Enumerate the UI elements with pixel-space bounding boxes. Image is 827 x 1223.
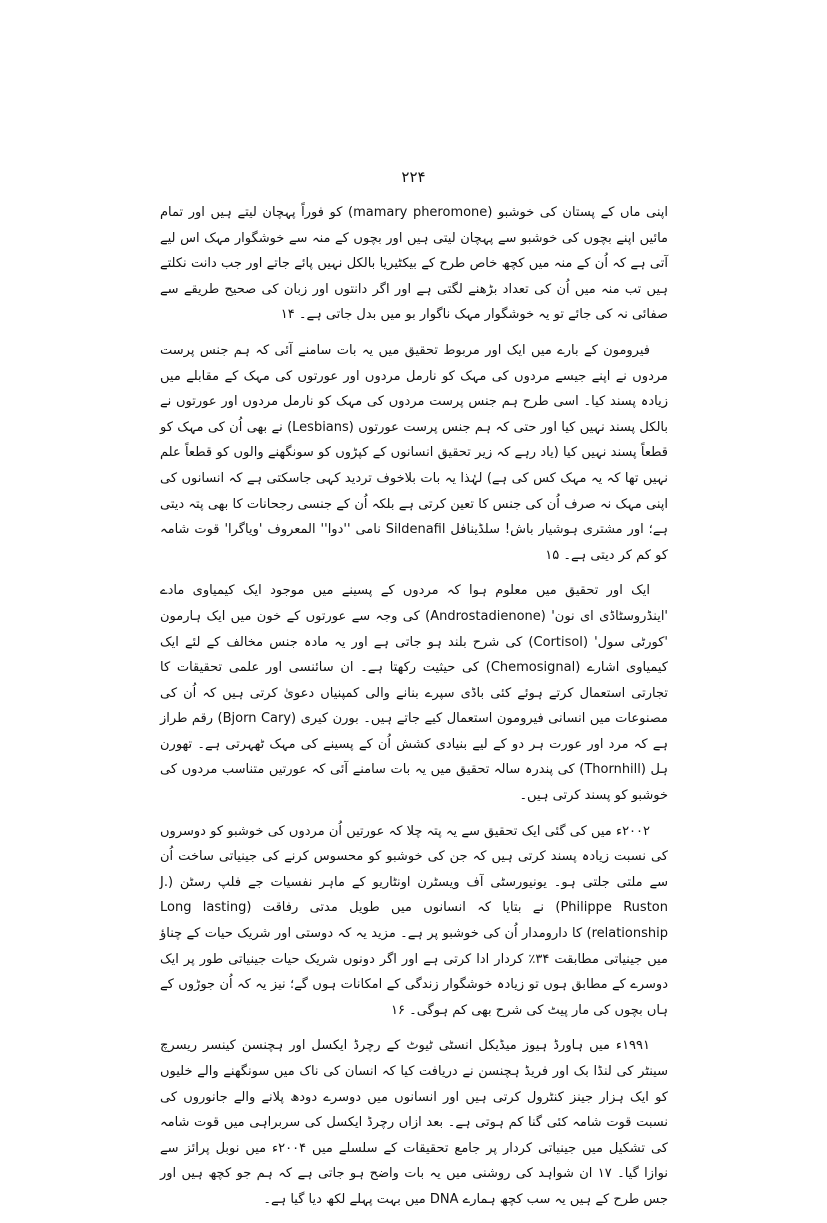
paragraph-1: اپنی ماں کے پستان کی خوشبو (mamary pheromone) کو فوراً پہچان لیتے ہیں اور تمام مائیں اپنے بچوں کی خوشبو سے پہچان لیتی ہیں اور بچوں کے منہ سے خوشگوار مہک اس لیے آتی ہے کہ اُن کے منہ میں کچھ خاص طرح کے بیکٹیریا بالکل نہیں پائے جاتے اور جب دانت نکلتے ہیں تب منہ میں اُن کی تعداد بڑھنے لگتی ہے اور اگر دانتوں اور زبان کی صحیح طریقے سے صفائی نہ کی جائے تو یہ خوشگوار مہک ناگوار بو میں بدل جاتی ہے۔ ۱۴ [160, 205, 669, 323]
paragraph-5: ۱۹۹۱ء میں ہاورڈ ہیوز میڈیکل انسٹی ٹیوٹ کے رچرڈ ایکسل اور ہچنسن کینسر ریسرچ سینٹر کی لنڈا بک اور فریڈ ہچنسن نے دریافت کیا کہ انسان کی ناک میں سونگھنے والے خلیوں کو ایک ہزار جینز کنٹرول کرتی ہیں اور انسانوں میں دوسرے دودھ پلانے والے جانوروں کی نسبت قوت شامہ کئی گنا کم ہوتی ہے۔ بعد ازاں رچرڈ ایکسل کی سربراہی میں قوت شامہ کی تشکیل میں جینیاتی کردار پر جامع تحقیقات کے سلسلے میں ۲۰۰۴ء میں نوبل پرائز سے نوازا گیا۔ ۱۷ ان شواہد کی روشنی میں یہ بات واضح ہو جاتی ہے کہ ہم جو کچھ ہیں اور جس طرح کے ہیں یہ سب کچھ ہمارے DNA میں بہت پہلے لکھ دیا گیا ہے۔ [160, 1038, 669, 1207]
page-number: ۲۲۴ [401, 168, 426, 186]
body-text [160, 200, 668, 1223]
paragraph-2: فیرومون کے بارے میں ایک اور مربوط تحقیق میں یہ بات سامنے آئی کہ ہم جنس پرست مردوں نے اپنے جیسے مردوں کی مہک کو نارمل مردوں اور عورتوں کی مہک کے مقابلے میں زیادہ پسند کیا۔ اسی طرح ہم جنس پرست مردوں کی مہک کو نارمل مردوں اور عورتوں نے بالکل پسند نہیں کیا اور حتی کہ ہم جنس پرست عورتوں (Lesbians) نے بھی اُن کی مہک کو قطعاً پسند نہیں کیا (یاد رہے کہ زیر تحقیق انسانوں کے کپڑوں کو سونگھنے والوں کو قطعاً علم نہیں تھا کہ یہ مہک کس کی ہے) لہٰذا یہ بات بلاخوف تردید کہی جاسکتی ہے کہ انسانوں کی اپنی مہک نہ صرف اُن کی جنس کا تعین کرتی ہے بلکہ اُن کے جنسی رجحانات کا بھی پتہ دیتی ہے؛ اور مشتری ہوشیار باش! سلڈینافل Sildenafil نامی ''دوا'' المعروف 'ویاگرا' قوت شامہ کو کم کر دیتی ہے۔ ۱۵ [160, 342, 668, 563]
paragraph-3: ایک اور تحقیق میں معلوم ہوا کہ مردوں کے پسینے میں موجود ایک کیمیاوی مادے 'اینڈروسٹاڈی ای نون' (Androstadienone) کی وجہ سے عورتوں کے خون میں ایک ہارمون 'کورٹی سول' (Cortisol) کی شرح بلند ہو جاتی ہے اور یہ مادہ جنس مخالف کے لئے ایک کیمیاوی اشارے (Chemosignal) کی حیثیت رکھتا ہے۔ ان سائنسی اور علمی تحقیقات کا تجارتی استعمال کرتے ہوئے کئی باڈی سپرے بنانے والی کمپنیاں دعویٰ کرتی ہیں کہ اُن کی مصنوعات میں انسانی فیرومون استعمال کیے جاتے ہیں۔ بورن کیری (Bjorn Cary) رقم طراز ہے کہ مرد اور عورت ہر دو کے لیے بنیادی کشش اُن کے پسینے کی مہک ٹھہرتی ہے۔ تھورن ہل (Thornhill) کی پندرہ سالہ تحقیق میں یہ بات سامنے آئی کہ عورتیں متناسب مردوں کی خوشبو کو پسند کرتی ہیں۔ [160, 583, 668, 804]
paragraph-4: ۲۰۰۲ء میں کی گئی ایک تحقیق سے یہ پتہ چلا کہ عورتیں اُن مردوں کی خوشبو کو دوسروں کی نسبت زیادہ پسند کرتی ہیں کہ جن کی خوشبو کو محسوس کرنے کی جینیاتی ساخت اُن سے ملتی جلتی ہو۔ یونیورسٹی آف ویسٹرن اونٹاریو کے ماہر نفسیات جے فلپ رسٹن (J. Philippe Ruston) نے بتایا کہ انسانوں میں طویل مدتی رفاقت (Long lasting relationship) کا دارومدار اُن کی خوشبو پر ہے۔ مزید یہ کہ دوستی اور شریک حیات کے چناؤ میں جینیاتی مطابقت ۳۴٪ کردار ادا کرتی ہے اور اگر دونوں شریک حیات جینیاتی طور پر ایک دوسرے کے مطابق ہوں تو زیادہ خوشگوار زندگی کے امکانات ہوں گے؛ نیز یہ کہ اُن جوڑوں کے ہاں بچوں کی مار پیٹ کی شرح بھی کم ہوگی۔ ۱۶ [160, 823, 668, 1018]
